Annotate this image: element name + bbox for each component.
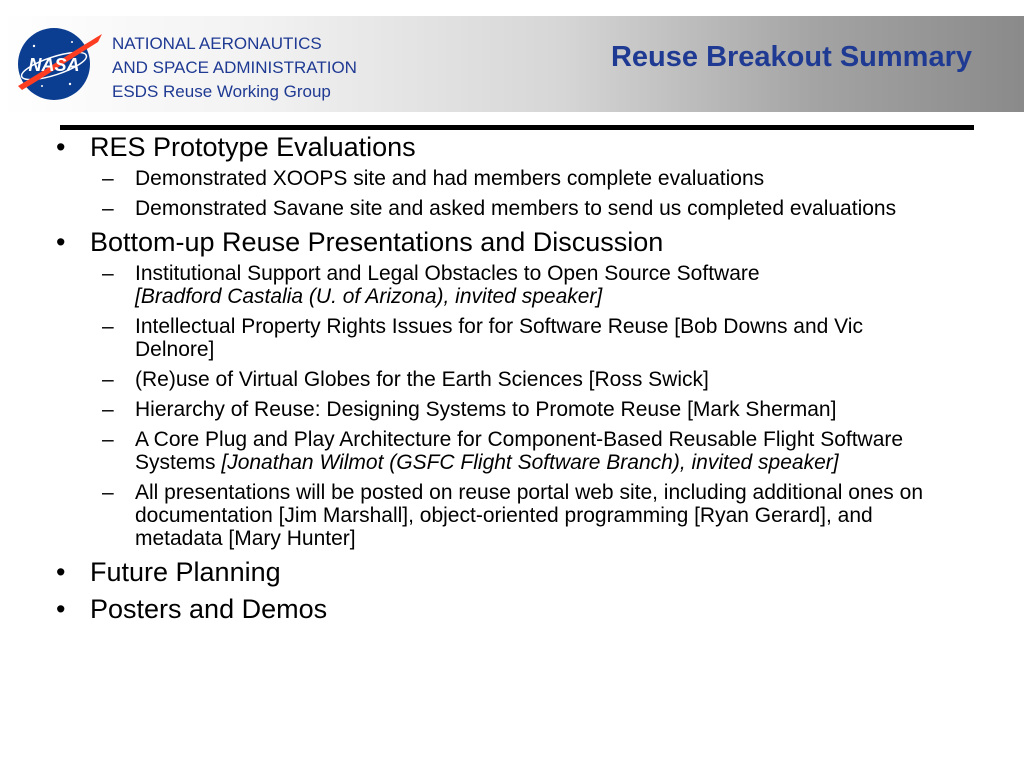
bullet-list: [0, 132, 1024, 624]
bullet-item: [0, 132, 1024, 220]
sub-bullet-dash: –: [102, 197, 114, 220]
sub-bullet-text: Institutional Support and Legal Obstacles to Open Source Software: [135, 262, 760, 285]
sub-bullet-item: [0, 428, 974, 474]
sub-bullet-speaker: [Bradford Castalia (U. of Arizona), invited speaker]: [135, 285, 603, 308]
sub-bullet-dash: –: [102, 368, 114, 391]
bullet-dot: •: [56, 557, 66, 587]
bullet-text: Future Planning: [90, 557, 281, 587]
sub-bullet-dash: –: [102, 428, 114, 451]
sub-bullet-list: [90, 262, 974, 550]
sub-bullet-item: [0, 398, 974, 421]
sub-bullet-item: [0, 481, 974, 550]
bullet-text: Bottom-up Reuse Presentations and Discussion: [90, 227, 664, 257]
title-divider: [60, 125, 974, 130]
sub-bullet-text: Demonstrated XOOPS site and had members complete evaluations: [135, 167, 765, 190]
sub-bullet-text: A Core Plug and Play Architecture for Component-Based Reusable Flight Software Systems: [135, 428, 904, 474]
sub-bullet-item: [0, 197, 974, 220]
bullet-item: [0, 557, 1024, 587]
sub-bullet-item: [0, 167, 974, 190]
sub-bullet-text: Hierarchy of Reuse: Designing Systems to Promote Reuse [Mark Sherman]: [135, 398, 837, 421]
slide-title: Reuse Breakout Summary: [610, 41, 972, 73]
logo-wordmark: NASA: [28, 55, 80, 75]
sub-bullet-speaker: [Jonathan Wilmot (GSFC Flight Software Branch), invited speaker]: [221, 451, 839, 474]
sub-bullet-item: [0, 262, 974, 308]
bullet-item: [0, 227, 1024, 550]
sub-bullet-dash: –: [102, 398, 114, 421]
sub-bullet-dash: –: [102, 262, 114, 285]
nasa-meatball-logo: [12, 26, 104, 102]
agency-line-1: NATIONAL AERONAUTICS: [112, 34, 322, 53]
bullet-dot: •: [56, 132, 66, 162]
sub-bullet-text: All presentations will be posted on reuse portal web site, including additional ones on documentation [Jim Marshall], object-oriented programming [Ryan Gerard], and metadata [Mary Hunter]: [135, 481, 923, 550]
bullet-text: RES Prototype Evaluations: [90, 132, 416, 162]
agency-line-3: ESDS Reuse Working Group: [112, 82, 331, 101]
bullet-dot: •: [56, 594, 66, 624]
sub-bullet-text: Intellectual Property Rights Issues for for Software Reuse [Bob Downs and Vic Delnore]: [135, 315, 863, 361]
slide-body: [0, 132, 1024, 631]
sub-bullet-item: [0, 315, 974, 361]
sub-bullet-dash: –: [102, 481, 114, 504]
sub-bullet-dash: –: [102, 315, 114, 338]
bullet-dot: •: [56, 227, 66, 257]
bullet-text: Posters and Demos: [90, 594, 328, 624]
agency-line-2: AND SPACE ADMINISTRATION: [112, 58, 357, 77]
agency-block: [112, 32, 357, 104]
bullet-item: [0, 594, 1024, 624]
sub-bullet-text: (Re)use of Virtual Globes for the Earth Sciences [Ross Swick]: [135, 368, 709, 391]
sub-bullet-dash: –: [102, 167, 114, 190]
sub-bullet-list: [90, 167, 974, 220]
sub-bullet-text: Demonstrated Savane site and asked members to send us completed evaluations: [135, 197, 897, 220]
sub-bullet-item: [0, 368, 974, 391]
